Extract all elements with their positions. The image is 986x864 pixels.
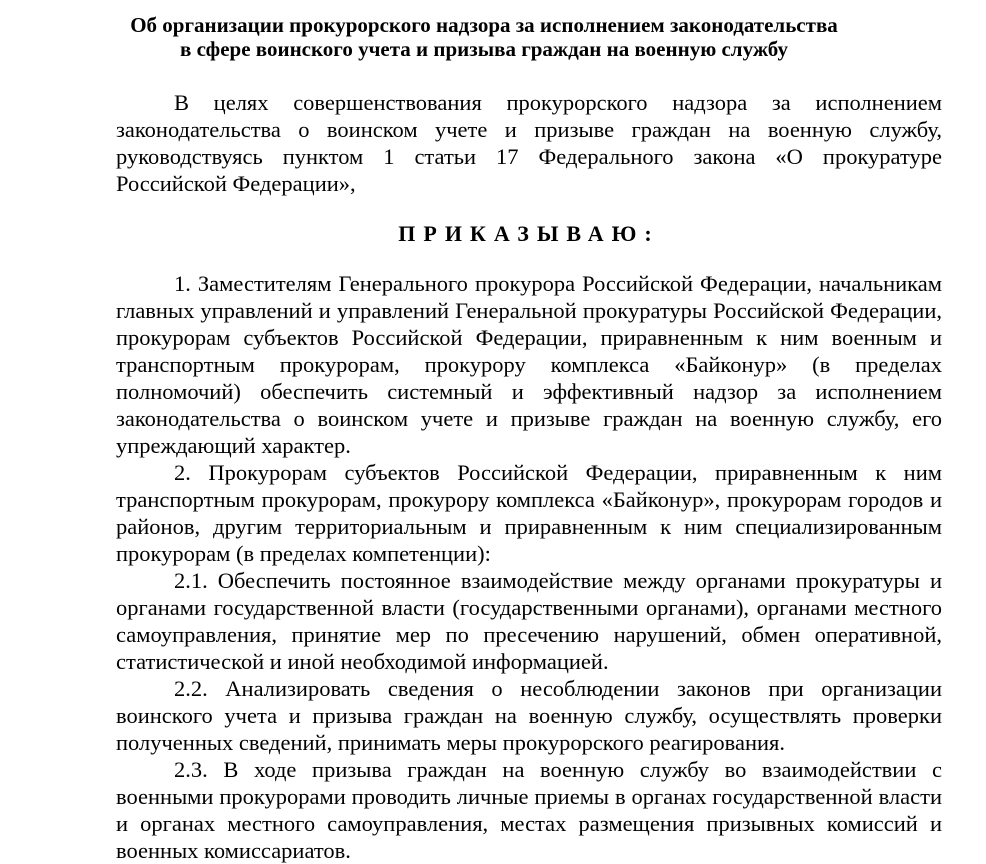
title-line-1: Об организации прокурорского надзора за исполнением законодательства: [130, 13, 838, 37]
order-heading: ПРИКАЗЫВАЮ:: [398, 221, 660, 246]
intro-paragraph: В целях совершенствования прокурорского надзора за исполнением законодательства о воинском учете и призыве граждан на военную службу, руководствуясь пунктом 1 статьи 17 Федерального закона «О прокуратуре Российской Федерации»,: [116, 90, 942, 196]
paragraph-2-1: 2.1. Обеспечить постоянное взаимодействие между органами прокуратуры и органами государственной власти (государственными органами), органами местного самоуправления, принятие мер по пресечению нарушений, обмен оперативной, статистической и иной необходимой информацией.: [116, 568, 942, 674]
paragraph-2: 2. Прокурорам субъектов Российской Федерации, приравненным к ним транспортным прокурорам, прокурору комплекса «Байконур», прокурорам городов и районов, другим территориальным и приравненным к ним специализированным прокурорам (в пределах компетенции):: [116, 460, 942, 566]
title-line-2: в сфере воинского учета и призыва граждан на военную службу: [180, 37, 788, 61]
paragraph-1: 1. Заместителям Генерального прокурора Российской Федерации, начальникам главных управлений и управлений Генеральной прокуратуры Российской Федерации, прокурорам субъектов Российской Федерации, приравненным к ним военным и транспортным прокурорам, прокурору комплекса «Байконур» (в пределах полномочий) обеспечить системный и эффективный надзор за исполнением законодательства о воинском учете и призыве граждан на военную службу, его упреждающий характер.: [116, 271, 942, 458]
paragraph-2-3: 2.3. В ходе призыва граждан на военную службу во взаимодействии с военными прокурорами проводить личные приемы в органах государственной власти и органах местного самоуправления, местах размещения призывных комиссий и военных комиссариатов.: [116, 757, 942, 863]
document-title: [26, 13, 942, 61]
paragraph-2-2: 2.2. Анализировать сведения о несоблюдении законов при организации воинского учета и призыва граждан на военную службу, осуществлять проверки полученных сведений, принимать меры прокурорского реагирования.: [116, 676, 942, 755]
